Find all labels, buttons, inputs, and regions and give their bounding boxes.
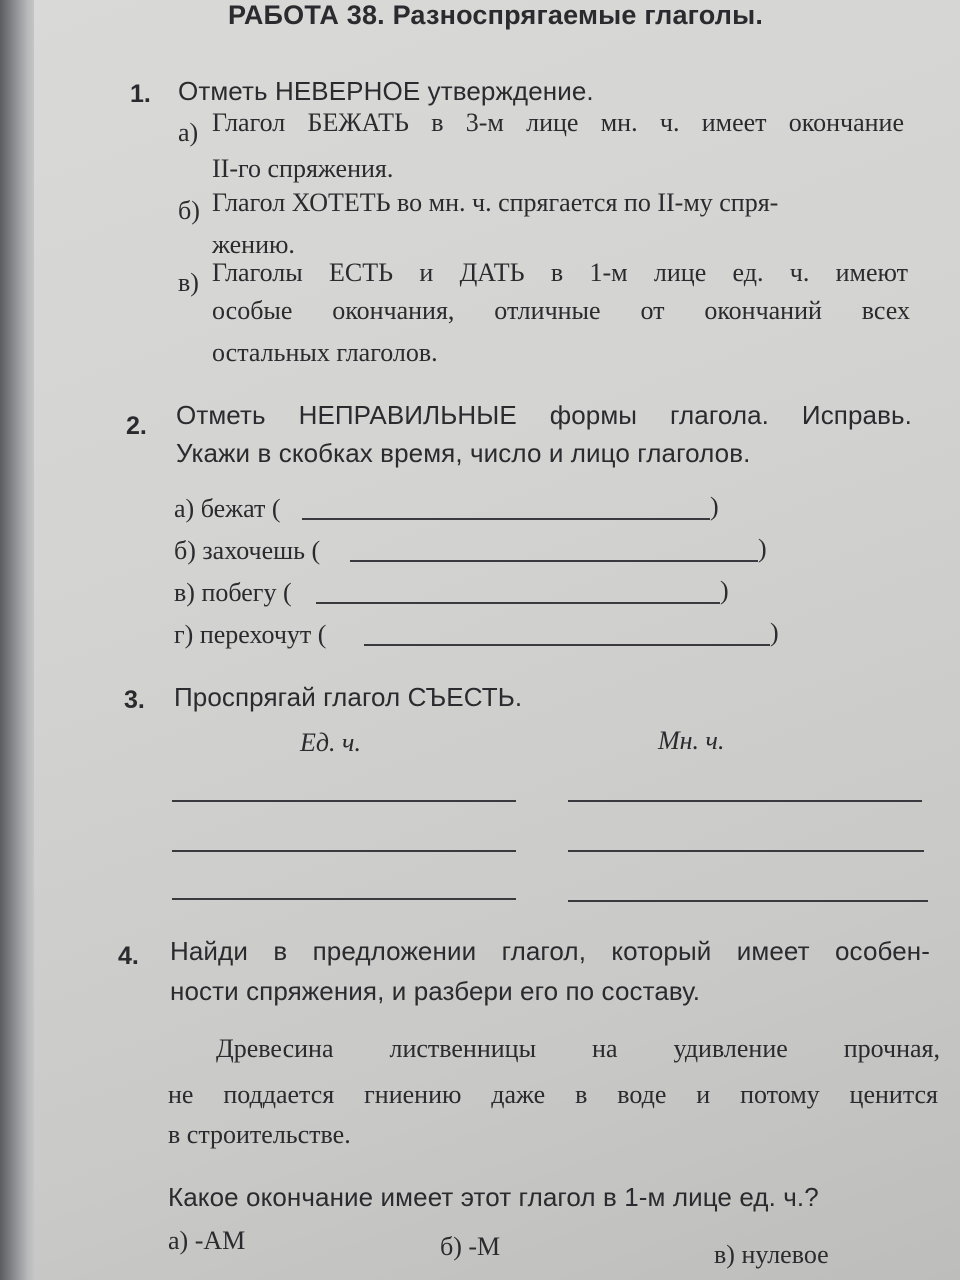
q3-singular-line-3[interactable]	[172, 898, 516, 900]
q3-number: 3.	[124, 686, 145, 714]
q2-item-b-label: б)	[174, 536, 196, 565]
q1-option-b-label: б)	[178, 196, 200, 225]
q3-prompt: Проспрягай глагол СЪЕСТЬ.	[174, 682, 523, 712]
q2-item-a-close-paren: )	[710, 492, 719, 521]
q1-option-v-label: в)	[178, 268, 199, 297]
q4-answer-a[interactable]	[168, 1226, 245, 1256]
q1-option-v-line1: Глаголы ЕСТЬ и ДАТЬ в 1-м лице ед. ч. имеют	[212, 258, 908, 287]
q3-plural-line-2[interactable]	[568, 850, 924, 852]
q1-number: 1.	[130, 80, 151, 108]
q4-prompt-line1: Найди в предложении глагол, который имеет особен-	[170, 936, 930, 966]
q2-item-g-word: перехочут	[199, 620, 312, 649]
q2-item-b-close-paren: )	[758, 534, 767, 563]
q4-answer-v-label: в)	[714, 1240, 735, 1269]
q4-passage-line3: в строительстве.	[168, 1120, 351, 1149]
q4-answer-b[interactable]	[440, 1232, 500, 1262]
q1-option-b-line2: жению.	[212, 230, 295, 259]
q2-prompt-line1: Отметь НЕПРАВИЛЬНЫЕ формы глагола. Исправь.	[176, 400, 912, 430]
q4-passage-line2: не поддается гниению даже в воде и потому ценится	[168, 1080, 938, 1109]
q2-prompt-line2: Укажи в скобках время, число и лицо глаголов.	[176, 438, 751, 468]
q1-prompt: Отметь НЕВЕРНОЕ утверждение.	[178, 76, 594, 106]
q4-passage-line1: Древесина лиственницы на удивление прочная,	[216, 1034, 940, 1063]
q4-answer-b-label: б)	[440, 1232, 462, 1261]
q2-item-v-word: побегу	[201, 578, 277, 607]
q2-item-b-open-paren: (	[311, 536, 321, 565]
q2-item-b-answer-line[interactable]	[350, 560, 758, 562]
q2-item-g-answer-line[interactable]	[364, 644, 770, 646]
q4-answer-a-text: -АМ	[194, 1226, 246, 1255]
q2-item-v-label: в)	[174, 578, 195, 607]
q2-item-v-close-paren: )	[720, 576, 729, 605]
q3-col-singular: Ед. ч.	[300, 728, 361, 757]
q1-option-v-line2: особые окончания, отличные от окончаний всех	[212, 296, 910, 325]
q4-prompt-line2: ности спряжения, и разбери его по составу.	[170, 976, 701, 1006]
q2-item-a-answer-line[interactable]	[302, 518, 710, 520]
q1-option-v-line3: остальных глаголов.	[212, 338, 438, 367]
q4-number: 4.	[118, 942, 139, 970]
work-title: РАБОТА 38. Разноспрягаемые глаголы.	[228, 0, 764, 30]
q4-answer-b-text: -М	[468, 1232, 501, 1261]
q2-item-b	[174, 536, 320, 566]
q1-option-a-line1: Глагол БЕЖАТЬ в 3-м лице мн. ч. имеет окончание	[212, 108, 904, 137]
q2-item-g	[174, 620, 326, 650]
q2-item-a-open-paren: (	[271, 494, 281, 523]
q1-option-b-line1: Глагол ХОТЕТЬ во мн. ч. спрягается по II-му спря-	[212, 188, 779, 217]
q3-plural-line-1[interactable]	[568, 800, 922, 802]
q3-plural-line-3[interactable]	[568, 900, 928, 902]
q4-answer-v-text: нулевое	[741, 1240, 829, 1269]
q2-item-v	[174, 578, 292, 608]
q2-item-v-open-paren: (	[282, 578, 292, 607]
q2-item-a	[174, 494, 281, 524]
q4-answer-v[interactable]	[714, 1240, 829, 1270]
q2-number: 2.	[126, 412, 147, 440]
q2-item-v-answer-line[interactable]	[316, 602, 720, 604]
workbook-page	[34, 0, 960, 1280]
q2-item-b-word: захочешь	[202, 536, 306, 565]
q2-item-g-label: г)	[174, 620, 194, 649]
q3-singular-line-2[interactable]	[172, 850, 516, 852]
q4-question: Какое окончание имеет этот глагол в 1-м лице ед. ч.?	[168, 1182, 819, 1212]
q2-item-g-close-paren: )	[770, 618, 779, 647]
q2-item-a-word: бежат	[200, 494, 266, 523]
q4-answer-a-label: а)	[168, 1226, 189, 1255]
q1-option-a-label: а)	[178, 118, 199, 147]
q2-item-g-open-paren: (	[317, 620, 327, 649]
q3-singular-line-1[interactable]	[172, 800, 516, 802]
q1-option-a-line2: II-го спряжения.	[212, 154, 394, 183]
q3-col-plural: Мн. ч.	[658, 726, 725, 755]
q2-item-a-label: а)	[174, 494, 195, 523]
